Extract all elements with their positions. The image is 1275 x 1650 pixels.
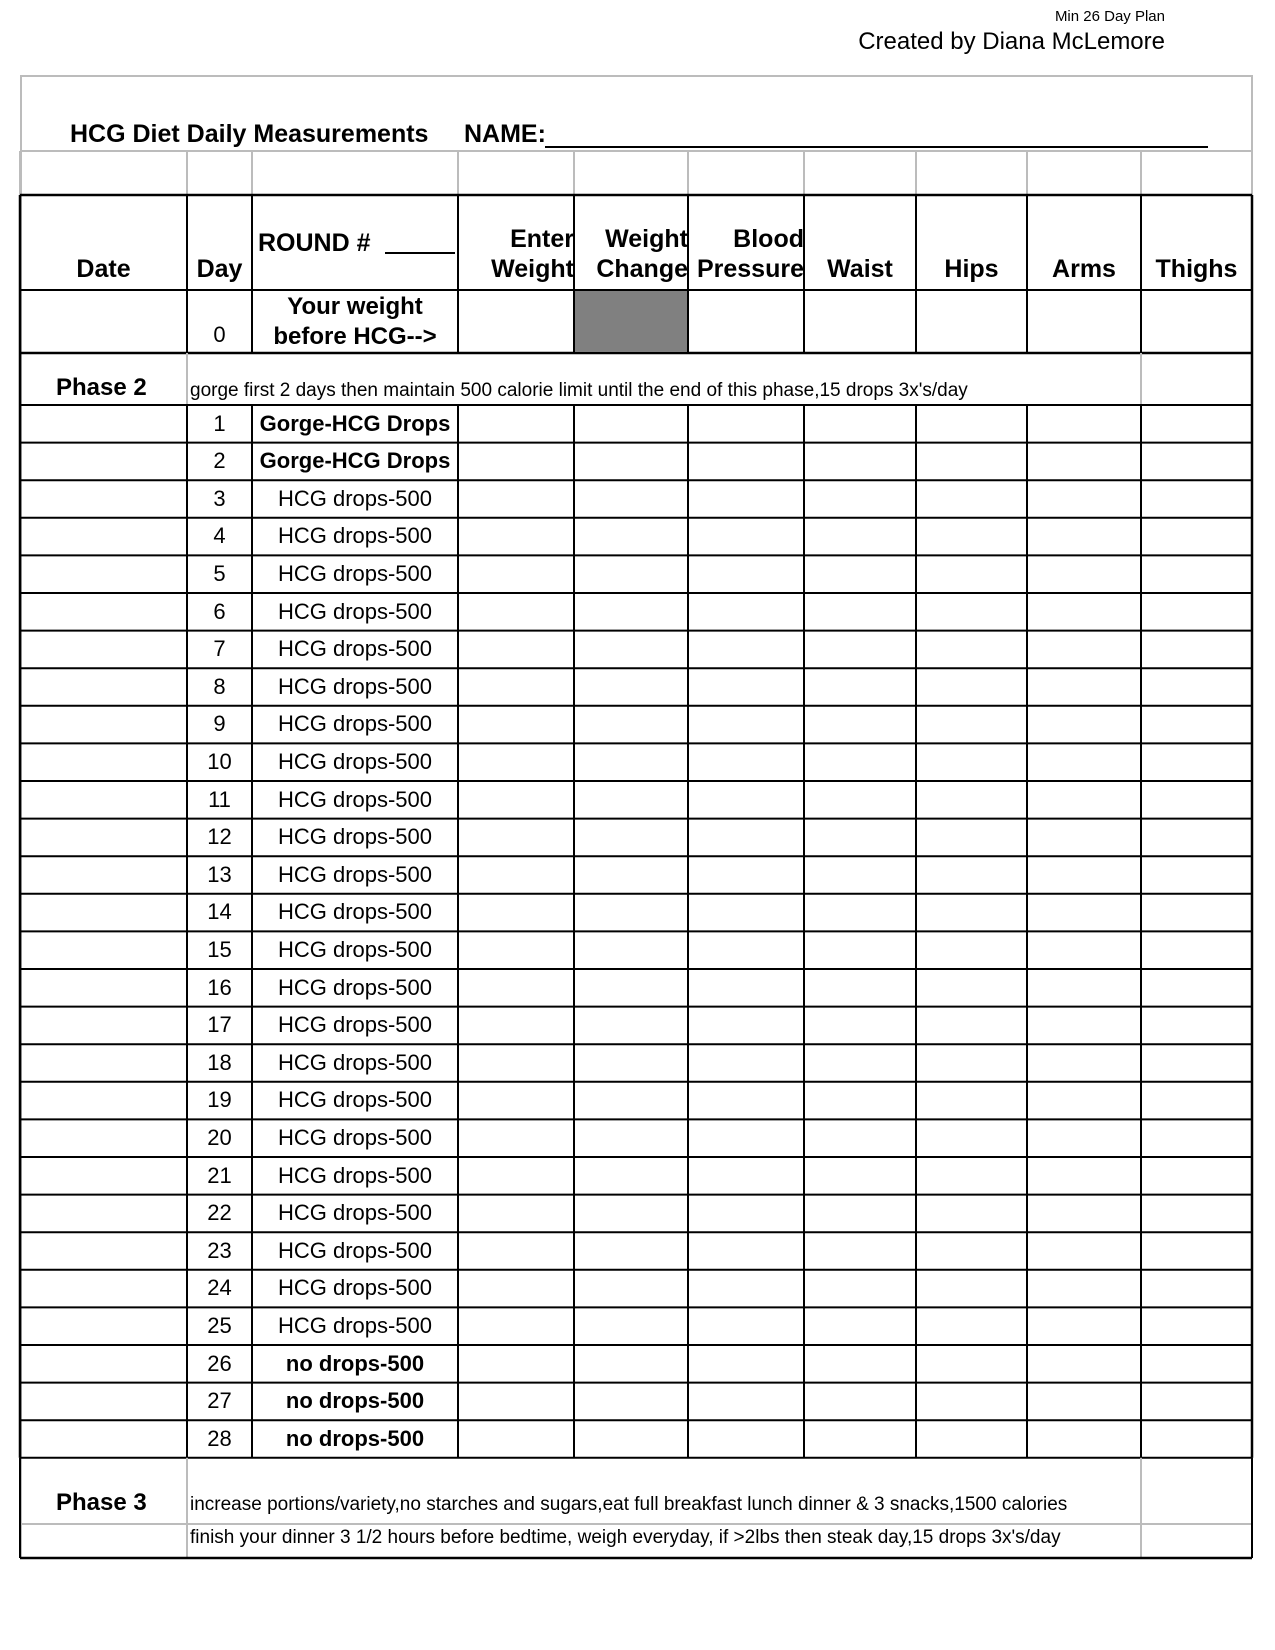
weight-change-line1: Weight (605, 225, 688, 253)
day-number-cell: 9 (213, 711, 226, 737)
day-number-cell: 15 (207, 936, 232, 962)
day-number-cell: 17 (207, 1012, 232, 1038)
col-header-waist: Waist (827, 255, 893, 283)
day-number-cell: 23 (207, 1237, 232, 1263)
day-description-cell: HCG drops-500 (277, 598, 433, 624)
day-description-cell: Gorge-HCG Drops (259, 410, 451, 436)
day-description-cell: HCG drops-500 (277, 1312, 433, 1338)
day-number-cell: 3 (213, 485, 226, 511)
day-description-cell: HCG drops-500 (277, 636, 433, 662)
day-number-cell: 18 (207, 1049, 232, 1075)
day-number-cell: 27 (207, 1388, 232, 1414)
start-desc-line2: before HCG--> (273, 322, 437, 350)
day-number-cell: 28 (207, 1425, 232, 1451)
day-description-cell: no drops-500 (285, 1350, 425, 1376)
day-description-cell: no drops-500 (285, 1425, 425, 1451)
day-description-cell: HCG drops-500 (277, 1200, 433, 1226)
day-number-cell: 11 (208, 786, 231, 812)
day-description-cell: HCG drops-500 (277, 560, 433, 586)
day-number-cell: 1 (213, 410, 226, 436)
col-header-weight-change (574, 195, 688, 290)
day-description-cell: HCG drops-500 (277, 1087, 433, 1113)
phase2-note: gorge first 2 days then maintain 500 calorie limit until the end of this phase,15 drops 3x's/day (190, 380, 968, 401)
day-number-cell: 26 (207, 1350, 232, 1376)
col-header-arms: Arms (1052, 255, 1116, 283)
day-description-cell: Gorge-HCG Drops (259, 448, 451, 474)
weight-change-line2: Change (596, 255, 688, 283)
col-header-thighs: Thighs (1155, 255, 1238, 283)
day-description-cell: HCG drops-500 (277, 974, 433, 1000)
enter-weight-line2: Weight (491, 255, 574, 283)
weight-change-start-shaded (575, 291, 687, 352)
day-description-cell: HCG drops-500 (277, 1237, 433, 1263)
day-number-cell: 25 (207, 1312, 232, 1338)
form-title: HCG Diet Daily Measurements (70, 120, 429, 148)
day-number-cell: 14 (207, 899, 232, 925)
day-description-cell: HCG drops-500 (277, 1049, 433, 1075)
day-number-cell: 22 (207, 1200, 232, 1226)
enter-weight-line1: Enter (510, 225, 574, 253)
blood-pressure-line2: Pressure (696, 255, 804, 283)
col-header-blood-pressure (688, 195, 804, 290)
col-header-day: Day (196, 255, 243, 283)
day-description-cell: no drops-500 (285, 1388, 425, 1414)
phase2-label: Phase 2 (56, 374, 147, 401)
day-description-cell: HCG drops-500 (277, 786, 433, 812)
start-day: 0 (213, 321, 226, 347)
start-desc-line1: Your weight (287, 292, 423, 320)
phase3-label: Phase 3 (56, 1489, 147, 1516)
day-description-cell: HCG drops-500 (277, 824, 433, 850)
plan-subtitle: Min 26 Day Plan (1054, 8, 1165, 25)
day-number-cell: 5 (213, 560, 226, 586)
day-number-cell: 2 (213, 448, 226, 474)
col-header-date: Date (76, 255, 131, 283)
name-label: NAME: (464, 120, 546, 148)
day-number-cell: 7 (213, 636, 226, 662)
day-number-cell: 10 (207, 748, 232, 774)
day-number-cell: 20 (207, 1124, 232, 1150)
day-description-cell: HCG drops-500 (277, 936, 433, 962)
day-number-cell: 12 (207, 824, 232, 850)
col-header-round (252, 195, 458, 290)
day-description-cell: HCG drops-500 (277, 711, 433, 737)
day-description-cell: HCG drops-500 (277, 861, 433, 887)
day-description-cell: HCG drops-500 (277, 1124, 433, 1150)
author-credit: Created by Diana McLemore (858, 28, 1165, 55)
day-description-cell: HCG drops-500 (277, 1162, 433, 1188)
day-number-cell: 4 (213, 523, 226, 549)
day-number-cell: 24 (207, 1275, 232, 1301)
day-description-cell: HCG drops-500 (277, 899, 433, 925)
col-header-hips: Hips (944, 255, 999, 283)
day-number-cell: 19 (207, 1087, 232, 1113)
round-label: ROUND # (258, 228, 371, 257)
day-description-cell: HCG drops-500 (277, 1275, 433, 1301)
start-desc (252, 290, 458, 353)
day-description-cell: HCG drops-500 (277, 673, 433, 699)
day-number-cell: 16 (207, 974, 232, 1000)
round-blank[interactable] (385, 232, 455, 254)
phase3-note-1: increase portions/variety,no starches and sugars,eat full breakfast lunch dinner & 3 snacks,1500 calories (190, 1494, 1068, 1515)
col-header-enter-weight (458, 195, 574, 290)
day-description-cell: HCG drops-500 (277, 1012, 433, 1038)
day-description-cell: HCG drops-500 (277, 748, 433, 774)
day-number-cell: 13 (207, 861, 232, 887)
phase3-note-2: finish your dinner 3 1/2 hours before bedtime, weigh everyday, if >2lbs then steak day,15 drops 3x's/day (190, 1527, 1061, 1548)
day-number-cell: 8 (213, 673, 226, 699)
name-field[interactable] (545, 146, 1208, 148)
day-description-cell: HCG drops-500 (277, 523, 433, 549)
blood-pressure-line1: Blood (733, 225, 804, 253)
day-description-cell: HCG drops-500 (277, 485, 433, 511)
day-number-cell: 21 (207, 1162, 232, 1188)
day-number-cell: 6 (213, 598, 226, 624)
